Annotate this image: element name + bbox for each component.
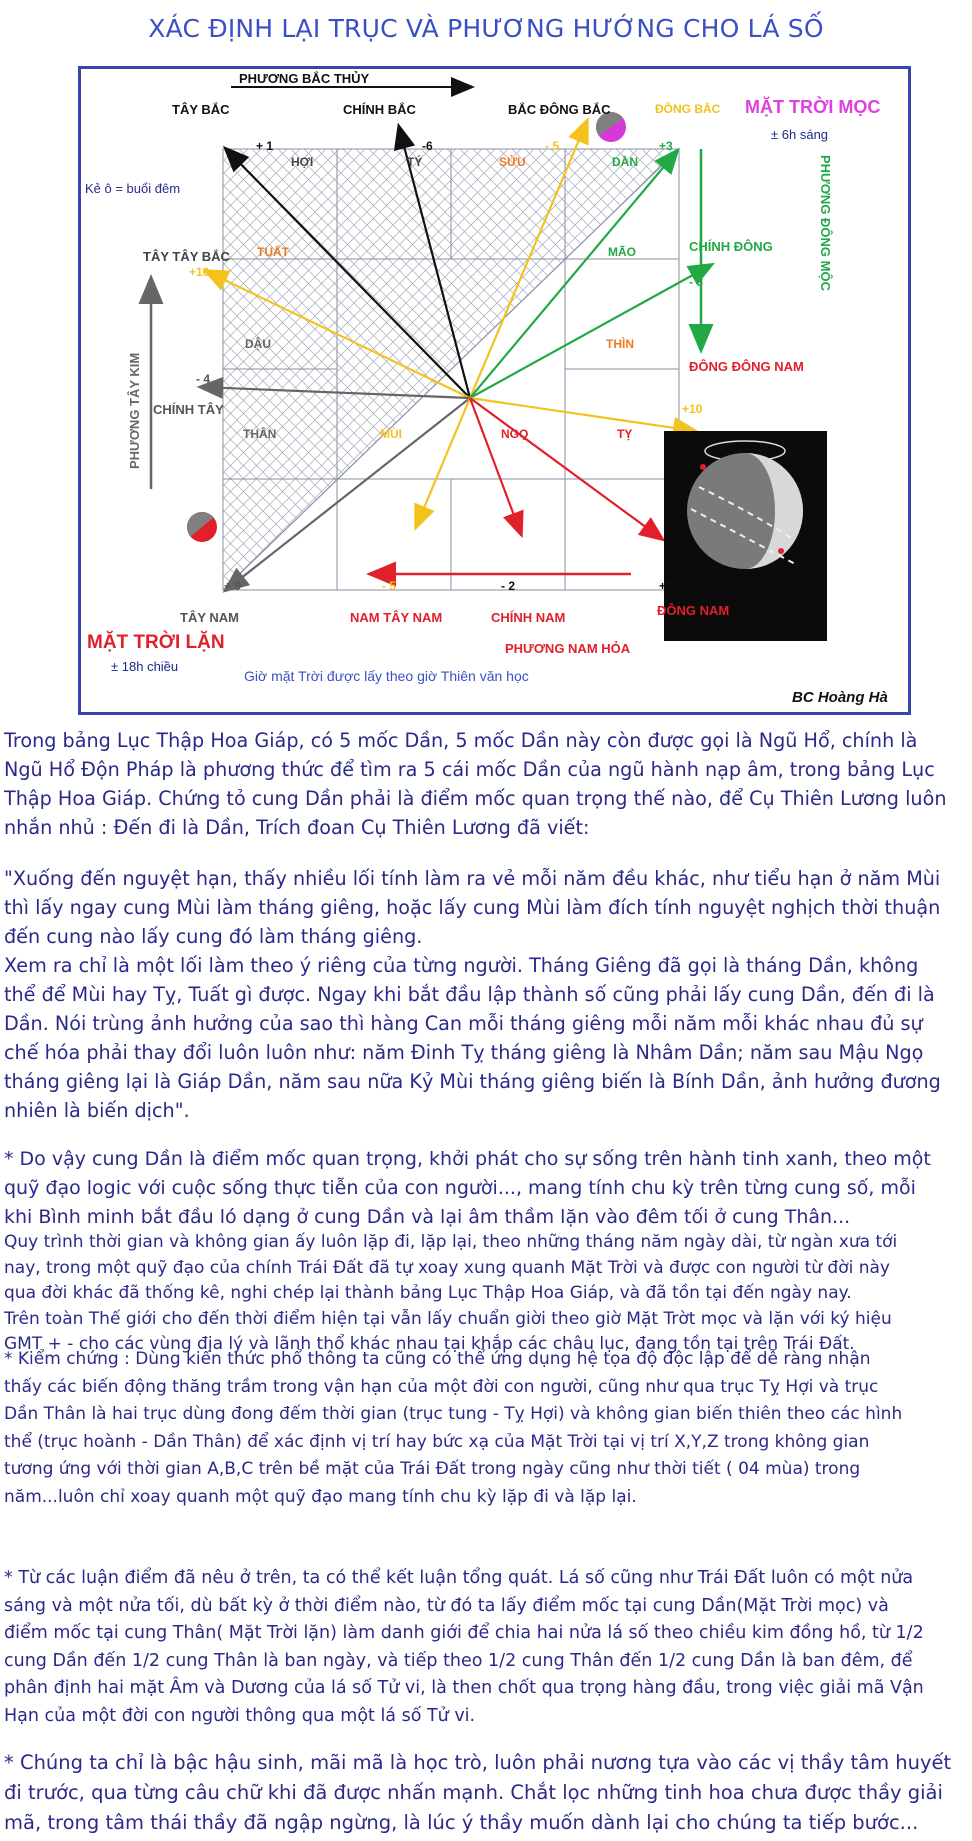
label-bac-dong-bac: BẮC ĐÔNG BẮC [508, 102, 611, 117]
cell-ty-top: TÝ [407, 155, 423, 169]
cell-hoi: HỢI [291, 155, 314, 169]
label-tay-bac: TÂY BẮC [172, 102, 230, 117]
paragraph-line: * Do vậy cung Dần là điểm mốc quan trọng, khởi phát cho sự sống trên hành tinh xanh, theo một [4, 1148, 931, 1170]
paragraph-line: thể để Mùi hay Tỵ, Tuất gì được. Ngay khi bắt đầu lập thành số cũng phải lấy cung Dần, đến đi là [4, 983, 935, 1006]
cell-suu: SỬU [499, 155, 526, 169]
label-chinh-bac: CHÍNH BẮC [343, 102, 416, 117]
cell-mao: MÃO [608, 245, 636, 259]
paragraph-line: Xem ra chỉ là một lối làm theo ý riêng của từng người. Tháng Giêng đã gọi là tháng Dần, không [4, 954, 919, 977]
paragraph-line: Hạn của một đời con người thông qua một lá số Tử vi. [4, 1705, 476, 1726]
num-minus8: - 8 [689, 275, 704, 289]
num-plus10-left: +10 [189, 265, 210, 279]
paragraph-1 [4, 726, 968, 842]
plus-minus-icon: ± [111, 659, 119, 674]
num-plus1: + 1 [256, 139, 274, 153]
author-signature: BC Hoàng Hà [792, 689, 888, 706]
label-phuong-dong-moc: PHƯƠNG ĐÔNG MỘC [818, 155, 833, 291]
cell-tuat: TUẤT [257, 245, 289, 259]
paragraph-line: Trong bảng Lục Thập Hoa Giáp, có 5 mốc Dần, 5 mốc Dần này còn được gọi là Ngũ Hổ, chính là [4, 729, 918, 752]
paragraph-line: quỹ đạo logic với cuộc sống thực tiễn của con người..., mang tính chu kỳ trên từng cung số, mỗi [4, 1177, 916, 1199]
label-chieu [111, 659, 178, 674]
paragraph-line: chế hóa phải thay đổi luôn luôn như: năm Đinh Tỵ tháng giêng là Nhâm Dần; năm sau Mậu Ngọ [4, 1041, 924, 1064]
label-nam-tay-nam: NAM TÂY NAM [350, 610, 443, 625]
compass-diagram [78, 66, 911, 715]
label-tay-tay-bac: TÂY TÂY BẮC [143, 249, 230, 264]
paragraph-line: Ngũ Hổ Độn Pháp là phương thức để tìm ra 5 cái mốc Dần của ngũ hành nạp âm, trong bảng Lục [4, 758, 935, 781]
num-minus4: - 4 [196, 372, 211, 386]
paragraph-line: * Chúng ta chỉ là bậc hậu sinh, mãi mã là học trò, luôn phải nương tựa vào các vị thầy tâm huyết [4, 1751, 952, 1774]
label-mat-troi-lan: MẶT TRỜI LẶN [87, 632, 225, 653]
paragraph-line: qua đời khác đã thống kê, nghi chép lại thành bảng Lục Thập Hoa Giáp, và đã tồn tại đến ngày nay. [4, 1283, 852, 1303]
paragraph-line: Dần Thân là hai trục dùng đong đếm thời gian (trục tung - Tỵ Hợi) và không gian biến thiên theo các hình [4, 1404, 903, 1424]
label-chinh-nam: CHÍNH NAM [491, 610, 566, 625]
plus-minus-icon: ± [771, 127, 779, 142]
label-phuong-bac-thuy: PHƯƠNG BẮC THỦY [239, 71, 370, 86]
cell-thin: THÌN [606, 337, 634, 351]
cell-dau: DẬU [245, 337, 271, 351]
paragraph-line: "Xuống đến nguyệt hạn, thấy nhiều lối tính làm ra vẻ mỗi năm đều khác, như tiểu hạn ở năm Mùi [4, 867, 941, 890]
label-chieu-text: 18h chiều [121, 659, 179, 674]
page-title: XÁC ĐỊNH LẠI TRỤC VÀ PHƯƠNG HƯỚNG CHO LÁ SỐ [148, 14, 824, 43]
paragraph-3 [4, 1145, 968, 1232]
paragraph-2-quote [4, 864, 968, 1125]
label-gio-mat-troi: Giờ mặt Trời được lấy theo giờ Thiên văn học [244, 668, 529, 684]
paragraph-line: Thập Hoa Giáp. Chứng tỏ cung Dần phải là điểm mốc quan trọng thế nào, để Cụ Thiên Lương luôn [4, 787, 947, 810]
paragraph-5 [4, 1346, 968, 1511]
num-minus5-bottom: - 5 [382, 579, 397, 593]
label-chinh-dong: CHÍNH ĐÔNG [689, 239, 773, 254]
paragraph-line: đến cung nào lấy cung đó làm tháng giêng. [4, 925, 423, 948]
paragraph-line: phân định hai mặt Âm và Dương của lá số Tử vi, là then chốt qua trọng hàng đầu, trong việc giải mã Vận [4, 1678, 924, 1698]
cell-than: THÂN [243, 427, 277, 441]
paragraph-4 [4, 1230, 968, 1358]
paragraph-line: điểm mốc tại cung Thân( Mặt Trời lặn) làm danh giới để chia hai nửa lá số theo chiều kim đồng hồ, từ 1/2 [4, 1623, 924, 1643]
label-mat-troi-moc: MẶT TRỜI MỌC [745, 97, 881, 117]
num-minus5-top: - 5 [545, 139, 560, 153]
num-plus10-right: +10 [682, 402, 703, 416]
label-dong-bac: ĐÔNG BẮC [655, 102, 721, 116]
label-chinh-tay: CHÍNH TÂY [153, 402, 224, 417]
paragraph-6 [4, 1565, 968, 1730]
paragraph-line: sáng và một nửa tối, dù bất kỳ ở thời điểm nào, từ đó ta lấy điểm mốc tại cung Dần(Mặt Trời mọc) và [4, 1595, 889, 1616]
num-minus6: -6 [422, 139, 433, 153]
cell-dan: DẦN [612, 155, 638, 169]
label-dong-dong-nam: ĐÔNG ĐÔNG NAM [689, 359, 804, 374]
num-plus7: +7 [659, 579, 673, 593]
paragraph-line: thể (trục hoành - Dần Thân) để xác định vị trí hay bức xạ của Mặt Trời tại vị trí X,Y,Z trong không gian [4, 1431, 870, 1452]
paragraph-line: mã, trong tâm thái thầy đã ngập ngừng, là lúc ý thầy muốn dành lại cho chúng ta tiếp bước... [4, 1811, 919, 1834]
label-sang [771, 127, 828, 142]
paragraph-line: nhiên là biến dịch". [4, 1099, 190, 1122]
cell-ty-bottom: TỴ [617, 427, 633, 441]
cell-ngo: NGỌ [501, 427, 529, 441]
label-tay-nam: TÂY NAM [180, 610, 239, 625]
paragraph-line: năm...luôn chỉ xoay quanh một quỹ đạo mang tính chu kỳ lặp đi và lặp lại. [4, 1486, 637, 1507]
paragraph-line: khi Bình minh bắt đầu ló dạng ở cung Dần và lại âm thầm lặn vào đêm tối ở cung Thân... [4, 1206, 851, 1228]
label-phuong-tay-kim: PHƯƠNG TÂY KIM [127, 352, 142, 469]
paragraph-line: * Từ các luận điểm đã nêu ở trên, ta có thể kết luận tổng quát. Lá số cũng như Trái Đất luôn có một nửa [4, 1568, 914, 1588]
paragraph-line: Quy trình thời gian và không gian ấy luôn lặp đi, lặp lại, theo những tháng năm ngày dài, từ ngàn xưa tới [4, 1232, 898, 1252]
paragraph-7 [4, 1748, 968, 1838]
paragraph-line: Trên toàn Thế giới cho đến thời điểm hiện tại vẫn lấy chuẩn giời theo giờ Mặt Trờt mọc và lặn với ký hiệu [4, 1308, 892, 1329]
paragraph-line: thấy các biến động thăng trầm trong vận hạn của một đời con người, cũng như qua trục Tỵ Hợi và trục [4, 1376, 879, 1397]
paragraph-line: GMT + - cho các vùng địa lý và lãnh thổ khác nhau tại khắp các châu lục, đang tồn tại trên Trái Đất. [4, 1334, 855, 1354]
label-phuong-nam-hoa: PHƯƠNG NAM HỎA [505, 641, 631, 656]
label-sang-text: 6h sáng [781, 127, 829, 142]
paragraph-line: * Kiểm chứng : Dùng kiến thức phổ thông ta cũng có thể ứng dụng hệ tọa độ độc lập để dễ ràng nhận [4, 1349, 871, 1369]
paragraph-line: đi trước, qua từng câu chữ khi đã được nhấn mạnh. Chắt lọc những tinh hoa chưa được thầy giải [4, 1781, 943, 1804]
paragraph-line: tương ứng với thời gian A,B,C trên bề mặt của Trái Đất trong ngày cũng như thời tiết ( 04 mùa) trong [4, 1459, 861, 1479]
paragraph-line: nay, trong một quỹ đạo của chính Trái Đất đã tự xoay xung quanh Mặt Trời và được con người từ đời này [4, 1257, 890, 1278]
num-minus2: - 2 [501, 579, 516, 593]
num-plus9: + 9 [224, 579, 242, 593]
paragraph-line: thì lấy ngay cung Mùi làm tháng giêng, hoặc lấy cung Mùi làm đích tính nguyệt nghịch thời thuận [4, 896, 941, 919]
paragraph-line: cung Dần đến 1/2 cung Thân là ban ngày, và tiếp theo 1/2 cung Thân đến 1/2 cung Dần là ban đêm, để [4, 1650, 913, 1671]
paragraph-line: Dần. Nói trùng ảnh hưởng của sao thì hàng Can mỗi tháng giêng mỗi năm mỗi khác nhau đủ sự [4, 1012, 923, 1035]
paragraph-line: nhắn nhủ : Đến đi là Dần, Trích đoan Cụ Thiên Lương đã viết: [4, 816, 590, 839]
label-ke-o: Kẻ ô = buổi đêm [85, 181, 181, 196]
cell-mui: MÙI [380, 427, 402, 441]
paragraph-line: tháng giêng lại là Giáp Dần, năm sau nữa Kỷ Mùi tháng giêng biến là Bính Dần, ảnh hưởng đương [4, 1070, 941, 1093]
label-dong-nam: ĐÔNG NAM [657, 603, 730, 618]
num-plus3: +3 [659, 139, 673, 153]
